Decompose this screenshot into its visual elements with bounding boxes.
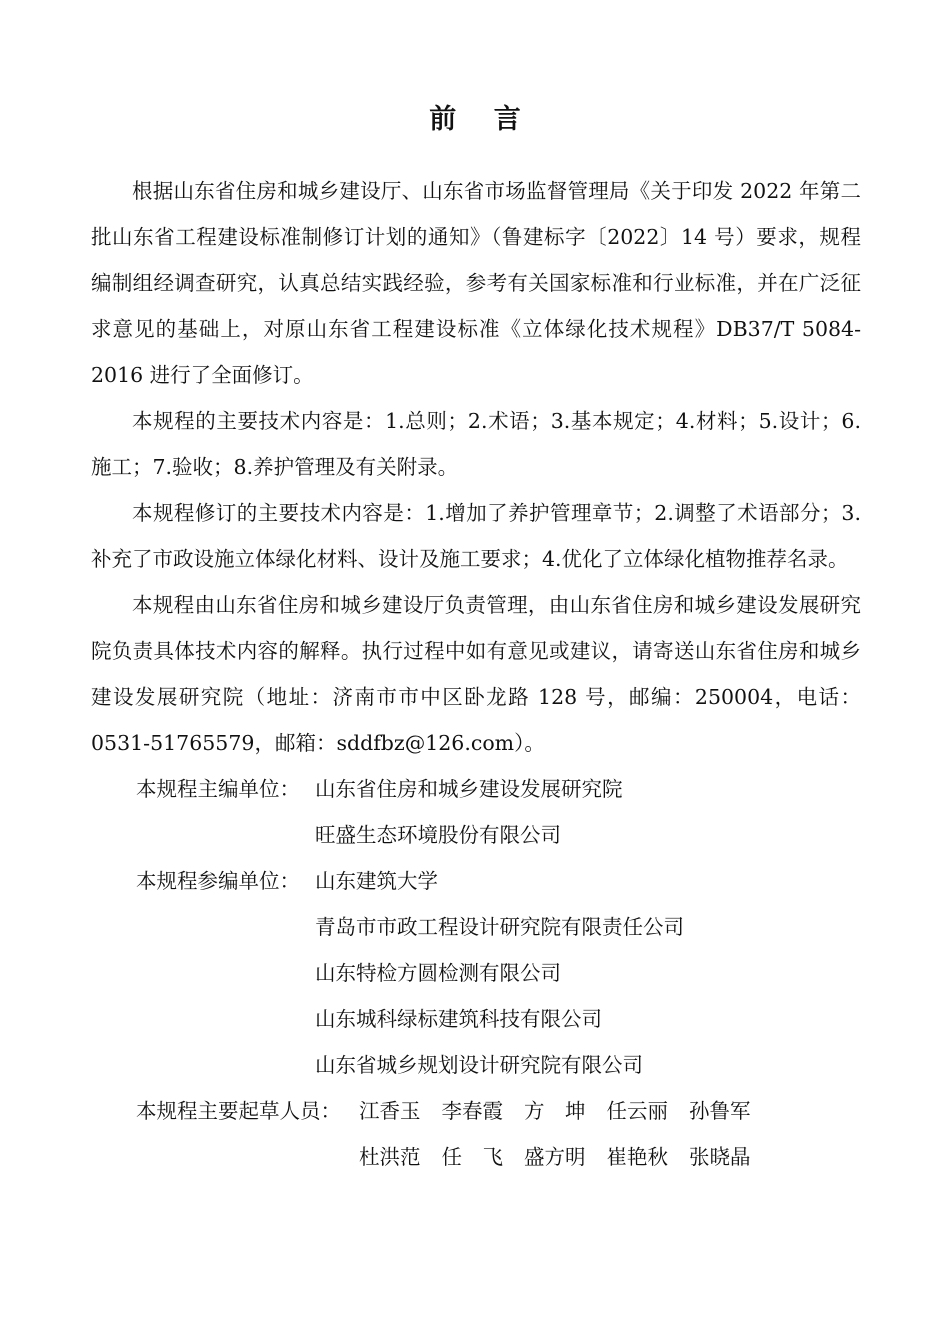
- chief-units-label: 本规程主编单位：: [136, 777, 300, 801]
- drafter-name: 杜洪范: [359, 1145, 421, 1169]
- drafter-name: 张晓晶: [689, 1145, 751, 1169]
- chief-unit-name: 山东省住房和城乡建设发展研究院: [315, 777, 623, 801]
- participating-unit-name: 青岛市市政工程设计研究院有限责任公司: [315, 915, 684, 939]
- participating-unit-row: [91, 950, 861, 996]
- participating-unit-name: 山东特检方圆检测有限公司: [315, 961, 561, 985]
- participating-units-label: 本规程参编单位：: [136, 869, 300, 893]
- chief-units-section: [91, 766, 861, 858]
- drafter-name: 方 坤: [524, 1099, 586, 1123]
- chief-unit-row: [91, 812, 861, 858]
- chief-unit-row: [91, 766, 861, 812]
- drafters-label: 本规程主要起草人员：: [136, 1099, 341, 1123]
- paragraph-main-content: 本规程的主要技术内容是：1.总则；2.术语；3.基本规定；4.材料；5.设计；6.施工；7.验收；8.养护管理及有关附录。: [91, 409, 861, 479]
- page-title: 前 言: [429, 104, 535, 135]
- drafter-name: 任云丽: [606, 1099, 668, 1123]
- paragraph-revision-basis: 根据山东省住房和城乡建设厅、山东省市场监督管理局《关于印发 2022 年第二批山东省工程建设标准制修订计划的通知》（鲁建标字〔2022〕14 号）要求，规程编制组经调查研究，认真总结实践经验，参考有关国家标准和行业标准，并在广泛征求意见的基础上，对原山东省工程建设标准《立体绿化技术规程》DB37/T 5084-2016 进行了全面修订。: [91, 179, 861, 387]
- participating-unit-name: 山东城科绿标建筑科技有限公司: [315, 1007, 602, 1031]
- participating-unit-row: [91, 996, 861, 1042]
- drafter-name: 孙鲁军: [689, 1099, 751, 1123]
- participating-unit-name: 山东建筑大学: [315, 869, 438, 893]
- drafter-name: 李春霞: [441, 1099, 503, 1123]
- drafter-name: 江香玉: [359, 1099, 421, 1123]
- drafter-name: 崔艳秋: [606, 1145, 668, 1169]
- paragraph-revision-content: 本规程修订的主要技术内容是：1.增加了养护管理章节；2.调整了术语部分；3.补充了市政设施立体绿化材料、设计及施工要求；4.优化了立体绿化植物推荐名录。: [91, 501, 861, 571]
- participating-units-section: [91, 858, 861, 1088]
- participating-unit-name: 山东省城乡规划设计研究院有限公司: [315, 1053, 643, 1077]
- participating-unit-row: [91, 1042, 861, 1088]
- paragraph-management: 本规程由山东省住房和城乡建设厅负责管理，由山东省住房和城乡建设发展研究院负责具体技术内容的解释。执行过程中如有意见或建议，请寄送山东省住房和城乡建设发展研究院（地址：济南市市中区卧龙路 128 号，邮编：250004，电话：0531-51765579，邮箱：sddfbz@126.com）。: [91, 593, 861, 755]
- chief-unit-name: 旺盛生态环境股份有限公司: [315, 823, 561, 847]
- drafter-name: 任 飞: [441, 1145, 503, 1169]
- drafters-row: [91, 1134, 861, 1180]
- drafters-section: [91, 1088, 861, 1180]
- drafters-row: [91, 1088, 861, 1134]
- document-body: [91, 168, 861, 1180]
- participating-unit-row: [91, 858, 861, 904]
- participating-unit-row: [91, 904, 861, 950]
- drafter-name: 盛方明: [524, 1145, 586, 1169]
